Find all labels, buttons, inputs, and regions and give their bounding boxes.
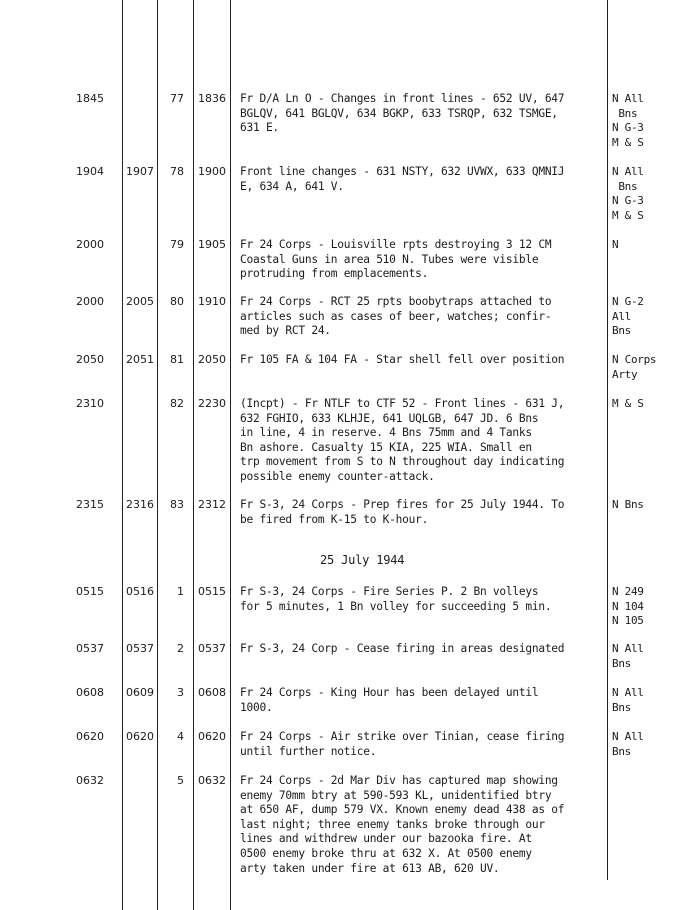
message-line: Fr 24 Corps - 2d Mar Div has captured map showing [240,774,558,787]
message-line: Fr S-3, 24 Corps - Prep fires for 25 July 1944. To [240,498,565,511]
serial-number: 4 [177,730,184,743]
action-line: N All [612,642,644,655]
message-line: until further notice. [240,744,377,758]
action-line: Bns [612,106,638,120]
message-line: for 5 minutes, 1 Bn volley for succeeding 5 min. [240,599,552,613]
message-line: Fr D/A Ln O - Changes in front lines - 652 UV, 647 [240,92,565,105]
action-line: N Bns [612,498,644,511]
message-line: Coastal Guns in area 510 N. Tubes were visible [240,252,539,266]
column-divider [157,0,158,910]
message-line: 0500 enemy broke thru at 632 X. At 0500 enemy [240,847,532,860]
action-line: M & S [612,208,644,222]
message-line: Bn ashore. Casualty 15 KIA, 225 WIA. Small en [240,440,532,454]
action-line: N G-3 [612,121,644,135]
time-in: 2050 [76,353,104,366]
serial-number: 82 [170,397,184,410]
message-line: Fr S-3, 24 Corp - Cease firing in areas designated [240,642,565,655]
time-in: 1904 [76,165,104,178]
message-line: articles such as cases of beer, watches; confir- [240,309,552,323]
message-line: 632 FGHIO, 633 KLHJE, 641 UQLGB, 647 JD. 6 Bns [240,411,539,425]
serial-number: 79 [170,238,184,251]
time-out: 0537 [126,642,154,655]
column-divider [122,0,123,910]
time-out: 1907 [126,165,154,178]
serial-number: 78 [170,165,184,178]
action-line: M & S [612,135,644,149]
time-out: 0609 [126,686,154,699]
message-time: 1900 [198,165,226,178]
serial-number: 1 [177,585,184,598]
action-line: N 249 [612,585,644,598]
serial-number: 80 [170,295,184,308]
message-time: 1910 [198,295,226,308]
message-line: Fr 105 FA & 104 FA - Star shell fell over position [240,353,565,366]
time-out: 0620 [126,730,154,743]
message-line: in line, 4 in reserve. 4 Bns 75mm and 4 Tanks [240,426,532,440]
action-line: N All [612,730,644,743]
time-in: 0537 [76,642,104,655]
date-heading: 25 July 1944 [320,553,405,567]
time-out: 2316 [126,498,154,511]
action-line: Bns [612,744,631,758]
time-out: 2005 [126,295,154,308]
time-out: 2051 [126,353,154,366]
serial-number: 83 [170,498,184,511]
message-line: possible enemy counter-attack. [240,470,435,483]
message-line: 631 E. [240,121,279,135]
action-line: N 105 [612,614,644,628]
time-in: 2310 [76,397,104,410]
message-line: protruding from emplacements. [240,267,429,281]
action-line: N Corps [612,353,657,366]
message-time: 0632 [198,774,226,787]
action-line: N All [612,92,644,105]
message-time: 0515 [198,585,226,598]
message-time: 1905 [198,238,226,251]
message-line: be fired from K-15 to K-hour. [240,512,429,526]
time-in: 2315 [76,498,104,511]
column-divider [193,0,194,910]
message-line: at 650 AF, dump 579 VX. Known enemy dead 438 as of [240,803,565,817]
action-line: N [612,238,619,251]
message-line: Fr 24 Corps - Air strike over Tinian, cease firing [240,730,565,743]
time-in: 0608 [76,686,104,699]
message-line: Fr 24 Corps - RCT 25 rpts boobytraps attached to [240,295,552,308]
message-time: 2312 [198,498,226,511]
serial-number: 81 [170,353,184,366]
message-line: arty taken under fire at 613 AB, 620 UV. [240,861,500,875]
message-time: 1836 [198,92,226,105]
message-line: med by RCT 24. [240,324,331,338]
message-time: 2050 [198,353,226,366]
message-line: Fr 24 Corps - King Hour has been delayed until [240,686,539,699]
action-line: Bns [612,656,631,670]
action-line: All [612,309,631,323]
message-line: enemy 70mm btry at 590-593 KL, unidentified btry [240,788,552,802]
time-in: 0632 [76,774,104,787]
message-line: trp movement from S to N throughout day indicating [240,455,565,469]
time-in: 2000 [76,238,104,251]
time-in: 0620 [76,730,104,743]
message-line: E, 634 A, 641 V. [240,179,344,193]
message-time: 2230 [198,397,226,410]
time-in: 0515 [76,585,104,598]
message-line: lines and withdrew under our bazooka fire. At [240,832,532,846]
serial-number: 2 [177,642,184,655]
action-line: Bns [612,324,631,338]
serial-number: 3 [177,686,184,699]
action-line: N All [612,686,644,699]
action-line: Arty [612,367,638,381]
action-line: N G-2 [612,295,644,308]
serial-number: 5 [177,774,184,787]
message-line: (Incpt) - Fr NTLF to CTF 52 - Front lines - 631 J, [240,397,565,410]
message-time: 0537 [198,642,226,655]
message-line: last night; three enemy tanks broke through our [240,817,545,831]
action-line: Bns [612,700,631,714]
message-line: BGLQV, 641 BGLQV, 634 BGKP, 633 TSRQP, 632 TSMGE, [240,106,558,120]
column-divider [230,0,231,910]
time-in: 1845 [76,92,104,105]
action-line: Bns [612,179,638,193]
message-line: Front line changes - 631 NSTY, 632 UVWX, 633 QMNIJ [240,165,565,178]
serial-number: 77 [170,92,184,105]
message-line: 1000. [240,700,273,714]
message-line: Fr S-3, 24 Corps - Fire Series P. 2 Bn volleys [240,585,539,598]
message-time: 0608 [198,686,226,699]
message-time: 0620 [198,730,226,743]
action-line: N 104 [612,599,644,613]
action-line: M & S [612,397,644,410]
time-in: 2000 [76,295,104,308]
column-divider [607,0,608,880]
action-line: N All [612,165,644,178]
action-line: N G-3 [612,194,644,208]
time-out: 0516 [126,585,154,598]
message-line: Fr 24 Corps - Louisville rpts destroying 3 12 CM [240,238,552,251]
